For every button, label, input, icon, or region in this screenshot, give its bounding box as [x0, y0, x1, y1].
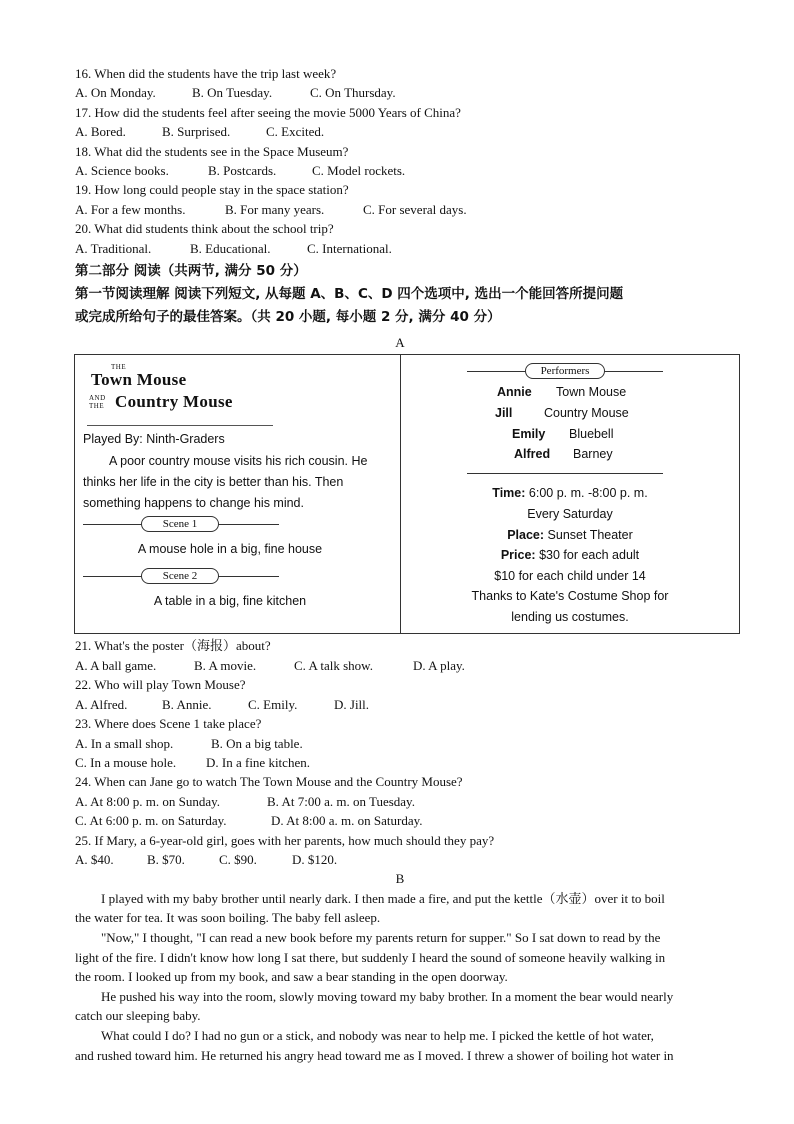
logo-town-mouse: Town Mouse: [91, 370, 187, 390]
section-2-instruction-cont: 或完成所给句子的最佳答案。（共 20 小题, 每小题 2 分, 满分 40 分）: [75, 309, 501, 326]
option-b[interactable]: B. On a big table.: [211, 735, 303, 751]
scene-1-text: A mouse hole in a big, fine house: [137, 542, 323, 557]
option-a[interactable]: A. For a few months.: [75, 201, 186, 217]
paragraph: I played with my baby brother until nearly dark. I then made a fire, and put the kettle（水壶）over it to boil the water for tea. It was soon boiling. The baby fell asleep.: [75, 890, 665, 926]
option-b[interactable]: B. For many years.: [225, 201, 325, 217]
option-a[interactable]: A. Alfred.: [75, 696, 128, 712]
option-a[interactable]: A. Traditional.: [75, 240, 152, 256]
logo-country-mouse: Country Mouse: [115, 392, 233, 412]
question-text: 17. How did the students feel after seeing the movie 5000 Years of China?: [75, 104, 461, 120]
scene-2-label: Scene 2: [141, 568, 219, 584]
option-b[interactable]: B. Annie.: [162, 696, 212, 712]
exam-page: [75, 64, 725, 1065]
question-17: [75, 103, 725, 142]
question-23: [75, 714, 725, 772]
play-logo: [87, 361, 273, 426]
question-24: [75, 772, 725, 830]
question-text: 18. What did the students see in the Space Museum?: [75, 143, 349, 159]
poster-left: [75, 355, 401, 633]
question-21: [75, 636, 725, 675]
question-text: 24. When can Jane go to watch The Town Mouse and the Country Mouse?: [75, 774, 463, 790]
question-text: 19. How long could people stay in the space station?: [75, 182, 349, 198]
question-text: 20. What did students think about the school trip?: [75, 221, 334, 237]
option-b[interactable]: B. On Tuesday.: [192, 85, 273, 101]
option-c[interactable]: C. Emily.: [248, 696, 298, 712]
performers-label: Performers: [525, 363, 605, 379]
options-row: [75, 161, 725, 180]
option-b[interactable]: B. At 7:00 a. m. on Tuesday.: [267, 793, 415, 809]
question-text: 25. If Mary, a 6-year-old girl, goes with her parents, how much should they pay?: [75, 832, 495, 848]
option-c[interactable]: C. Excited.: [266, 124, 325, 140]
option-c[interactable]: C. $90.: [219, 851, 257, 867]
performers-divider: [467, 473, 663, 474]
option-d[interactable]: D. $120.: [292, 851, 338, 867]
play-description: A poor country mouse visits his rich cousin. He thinks her life in the city is better than his. Then something happens to change his mind.: [83, 454, 368, 511]
scene-2-header: [83, 568, 279, 584]
option-a[interactable]: A. In a small shop.: [75, 735, 174, 751]
options-row: [75, 656, 725, 675]
paragraph: What could I do? I had no gun or a stick, and nobody was near to help me. I picked the kettle of hot water, and rushed toward him. He returned his angry head toward me as I moved. I threw a shower of boiling hot water in: [75, 1027, 674, 1063]
options-row: [75, 753, 725, 772]
question-text: 21. What's the poster（海报）about?: [75, 638, 271, 654]
option-a[interactable]: A. A ball game.: [75, 657, 157, 673]
option-b[interactable]: B. $70.: [147, 851, 185, 867]
scene-1-header: [83, 516, 279, 532]
logo-and-the: AND THE: [89, 394, 106, 411]
question-text: 22. Who will play Town Mouse?: [75, 677, 246, 693]
question-25: [75, 831, 725, 870]
option-d[interactable]: D. At 8:00 a. m. on Saturday.: [271, 813, 423, 829]
option-a[interactable]: A. Science books.: [75, 163, 169, 179]
paragraph: He pushed his way into the room, slowly moving toward my baby brother. In a moment the bear would nearly catch our sleeping baby.: [75, 988, 674, 1024]
option-b[interactable]: B. A movie.: [194, 657, 257, 673]
options-row: [75, 83, 725, 102]
option-b[interactable]: B. Postcards.: [208, 163, 277, 179]
option-a[interactable]: A. On Monday.: [75, 85, 156, 101]
performers-header: [467, 363, 663, 379]
option-d[interactable]: D. In a fine kitchen.: [206, 754, 310, 770]
options-row: [75, 792, 725, 811]
poster-right: Performers Annie Town Mouse Jill Country Mouse Emily Bluebell Alfred Barney Time: 6:00 p. m. -8:00 p. m. Every Saturday Place: Sunset Theater Price: $30 for each adult $10 for each child under 14 Thanks to Kate's Costume Shop for lending us costumes.: [401, 355, 739, 633]
options-row: [75, 122, 725, 141]
option-d[interactable]: D. Jill.: [334, 696, 370, 712]
logo-the: THE: [111, 363, 127, 372]
option-c[interactable]: C. A talk show.: [294, 657, 373, 673]
passage-b: [75, 889, 725, 1065]
options-row: [75, 734, 725, 753]
option-c[interactable]: C. On Thursday.: [310, 85, 396, 101]
played-by: Played By: Ninth-Graders: [83, 432, 225, 447]
question-19: [75, 180, 725, 219]
option-b[interactable]: B. Surprised.: [162, 124, 231, 140]
option-b[interactable]: B. Educational.: [190, 240, 271, 256]
paragraph: "Now," I thought, "I can read a new book before my parents return for supper." So I sat down to read by the light of the fire. I didn't know how long I sat there, but suddenly I heard the sound of someone heavily walking in the room. I looked up from my book, and saw a bear standing in the open doorway.: [75, 929, 666, 985]
show-info: Time: 6:00 p. m. -8:00 p. m. Every Saturday Place: Sunset Theater Price: $30 for each adult $10 for each child under 14 Thanks to Kate's Costume Shop for lending us costumes.: [471, 486, 669, 625]
question-text: 16. When did the students have the trip last week?: [75, 66, 337, 81]
option-d[interactable]: D. A play.: [413, 657, 465, 673]
option-a[interactable]: A. $40.: [75, 851, 114, 867]
scene-1-label: Scene 1: [141, 516, 219, 532]
option-c[interactable]: C. For several days.: [363, 201, 467, 217]
options-row: [75, 850, 725, 869]
section-2-instruction: 第一节阅读理解 阅读下列短文, 从每题 A、B、C、D 四个选项中, 选出一个能回答所提问题: [75, 286, 624, 303]
options-row: [75, 200, 725, 219]
question-22: [75, 675, 725, 714]
poster: [74, 354, 740, 634]
option-c[interactable]: C. Model rockets.: [312, 163, 406, 179]
passage-a-label: A: [395, 335, 405, 351]
question-text: 23. Where does Scene 1 take place?: [75, 716, 262, 732]
options-row: [75, 239, 725, 258]
option-a[interactable]: A. Bored.: [75, 124, 126, 140]
options-row: [75, 695, 725, 714]
option-a[interactable]: A. At 8:00 p. m. on Sunday.: [75, 793, 221, 809]
section-2-title: 第二部分 阅读（共两节, 满分 50 分）: [75, 263, 307, 280]
question-20: [75, 219, 725, 258]
option-c[interactable]: C. In a mouse hole.: [75, 754, 177, 770]
options-row: [75, 811, 725, 830]
question-16: [75, 64, 725, 103]
question-18: [75, 142, 725, 181]
scene-2-text: A table in a big, fine kitchen: [153, 594, 307, 609]
option-c[interactable]: C. At 6:00 p. m. on Saturday.: [75, 813, 227, 829]
passage-b-label: B: [395, 871, 405, 887]
option-c[interactable]: C. International.: [307, 240, 392, 256]
